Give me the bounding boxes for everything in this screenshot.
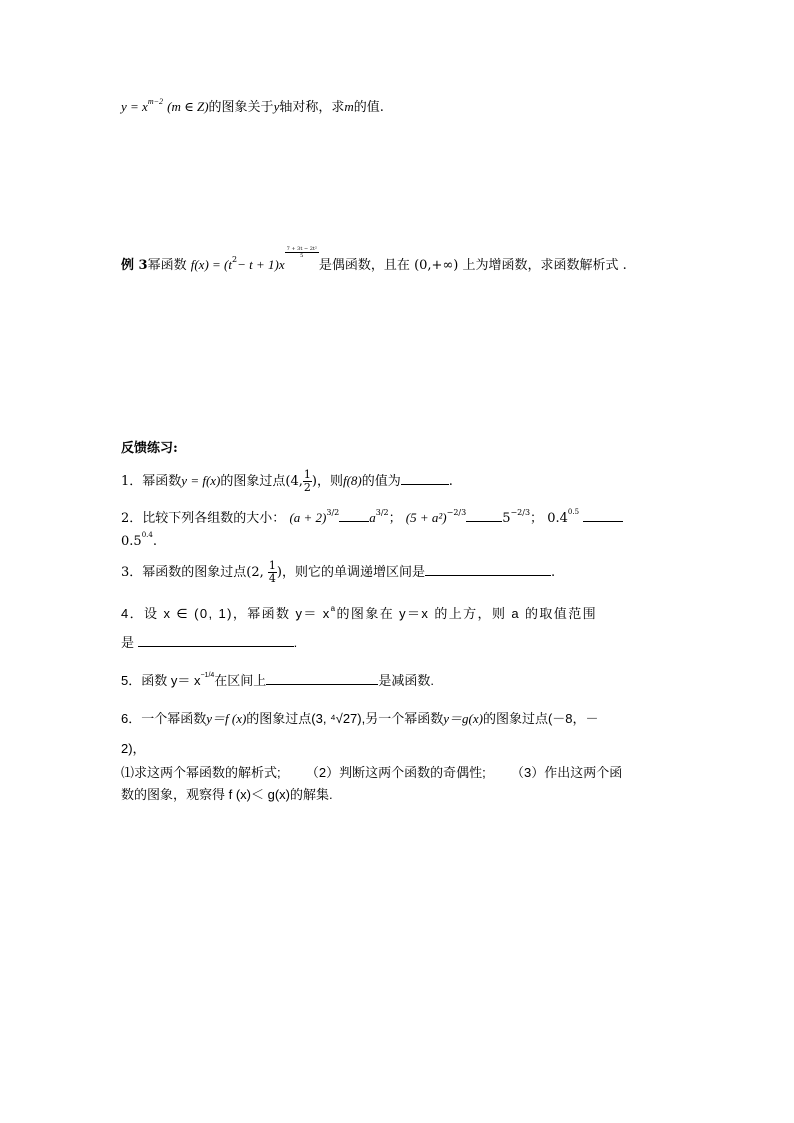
sub-question-2: （2）判断这两个函数的奇偶性; xyxy=(305,765,486,780)
question-4 xyxy=(121,605,597,625)
question-6 xyxy=(121,710,599,728)
text: 是减函数. xyxy=(378,673,434,688)
text: . xyxy=(551,565,556,580)
text: 的图象在 y＝x 的上方，则 a 的取值范围 xyxy=(336,606,597,621)
f8: f(8) xyxy=(342,473,362,488)
func-expr: y＝g(x) xyxy=(443,711,483,726)
text: 在区间上 xyxy=(214,673,267,688)
power-function-expr: y = x xyxy=(121,99,148,114)
text: 是 xyxy=(121,635,135,650)
question-6-line-4: 数的图象，观察得 f (x)＜ g(x)的解集. xyxy=(121,787,333,802)
answer-blank[interactable] xyxy=(401,472,449,485)
expr: 0.4 xyxy=(547,511,568,526)
answer-blank[interactable] xyxy=(266,672,378,685)
text: . xyxy=(152,534,157,549)
m-var: m xyxy=(344,99,354,114)
answer-blank[interactable] xyxy=(339,509,369,522)
exponent: −2/3 xyxy=(510,508,531,517)
q-number: 3． xyxy=(121,565,143,580)
text: 幂函数 xyxy=(142,474,182,489)
text: . xyxy=(293,635,298,650)
radical: ⁴√27 xyxy=(330,711,358,726)
text: ),另一个幂函数 xyxy=(357,711,444,726)
answer-blank[interactable] xyxy=(425,563,551,576)
fraction: $\frac{1}{2}$ xyxy=(303,468,311,494)
expr: (5 + a²) xyxy=(405,510,447,525)
question-6-line-3 xyxy=(121,764,622,782)
text: 比较下列各组数的大小： xyxy=(142,511,286,526)
question-5 xyxy=(121,672,434,693)
text: 的值. xyxy=(353,100,384,115)
question-1 xyxy=(121,469,453,493)
question-4-cont xyxy=(121,634,297,652)
sub-question-1: ⑴求这两个幂函数的解析式; xyxy=(121,765,281,780)
text: 的图象过点(－8，－ xyxy=(482,711,599,726)
expr: 5 xyxy=(502,511,511,526)
expr: a xyxy=(369,510,376,525)
exponent: m−2 xyxy=(147,97,163,106)
interval: (0,+∞) xyxy=(414,258,459,273)
y-var: y xyxy=(273,99,280,114)
exponent-fraction: $\frac{\text{7 + 3t − 2t²}}{5}$ xyxy=(286,246,317,259)
text: 轴对称，求 xyxy=(279,100,345,115)
text: 函数 y＝ x xyxy=(141,673,201,688)
condition: (m ∈ Z) xyxy=(167,99,209,114)
answer-blank[interactable] xyxy=(138,634,294,647)
point: (2, xyxy=(246,565,264,580)
separator: ； xyxy=(530,511,544,526)
fraction: $\frac{1}{4}$ xyxy=(268,559,276,585)
text: 4．设 x ∈ (0, 1)，幂函数 y＝ x xyxy=(121,606,331,621)
q-number: 1． xyxy=(121,474,143,489)
text: 是偶函数，且在 xyxy=(318,258,410,273)
exponent: 3/2 xyxy=(326,508,340,517)
text: 的值为 xyxy=(361,474,401,489)
q-number: 2． xyxy=(121,511,143,526)
text: 幂函数 xyxy=(147,258,187,273)
answer-blank[interactable] xyxy=(466,509,502,522)
text: 则它的单调递增区间是 xyxy=(295,565,426,580)
question-3 xyxy=(121,560,555,584)
expr: (a + 2) xyxy=(289,510,327,525)
text: 的图象过点(3, xyxy=(246,711,327,726)
section-title: 反馈练习: xyxy=(121,441,178,456)
separator: ； xyxy=(388,511,402,526)
exponent: 2 xyxy=(232,255,238,264)
sub-question-3: （3）作出这两个函 xyxy=(510,765,623,780)
question-2 xyxy=(121,509,623,529)
expr: 0.5 xyxy=(121,534,142,549)
exponent: 0.4 xyxy=(141,531,153,539)
text: . xyxy=(448,474,453,489)
example-3 xyxy=(121,246,627,276)
text: 6．一个幂函数 xyxy=(121,711,207,726)
point: (4, xyxy=(285,474,303,489)
question-2-cont xyxy=(121,533,157,552)
answer-blank[interactable] xyxy=(583,509,623,522)
func-expr: y = f(x) xyxy=(181,473,221,488)
exponent: −1/4 xyxy=(200,672,215,679)
exponent: 0.5 xyxy=(567,508,580,516)
func-expr-2: − t + 1)x xyxy=(237,257,285,272)
exponent: a xyxy=(330,604,337,613)
question-6-line-2: 2)， xyxy=(121,741,146,756)
func-expr: y＝f (x) xyxy=(206,711,247,726)
func-expr: f(x) = (t xyxy=(190,257,232,272)
q-number: 5． xyxy=(121,673,142,688)
exponent: 3/2 xyxy=(375,508,389,517)
example-label: 例 3 xyxy=(121,258,148,273)
point: )， xyxy=(276,565,295,580)
text: ，则 xyxy=(316,474,343,489)
text: 幂函数的图象过点 xyxy=(142,565,247,580)
text: 上为增函数，求函数解析式 . xyxy=(462,258,627,273)
exponent: −2/3 xyxy=(446,508,467,517)
text: 的图象过点 xyxy=(220,474,286,489)
text: 的图象关于 xyxy=(208,100,274,115)
problem-line-1 xyxy=(121,98,384,118)
point: ) xyxy=(311,474,317,489)
